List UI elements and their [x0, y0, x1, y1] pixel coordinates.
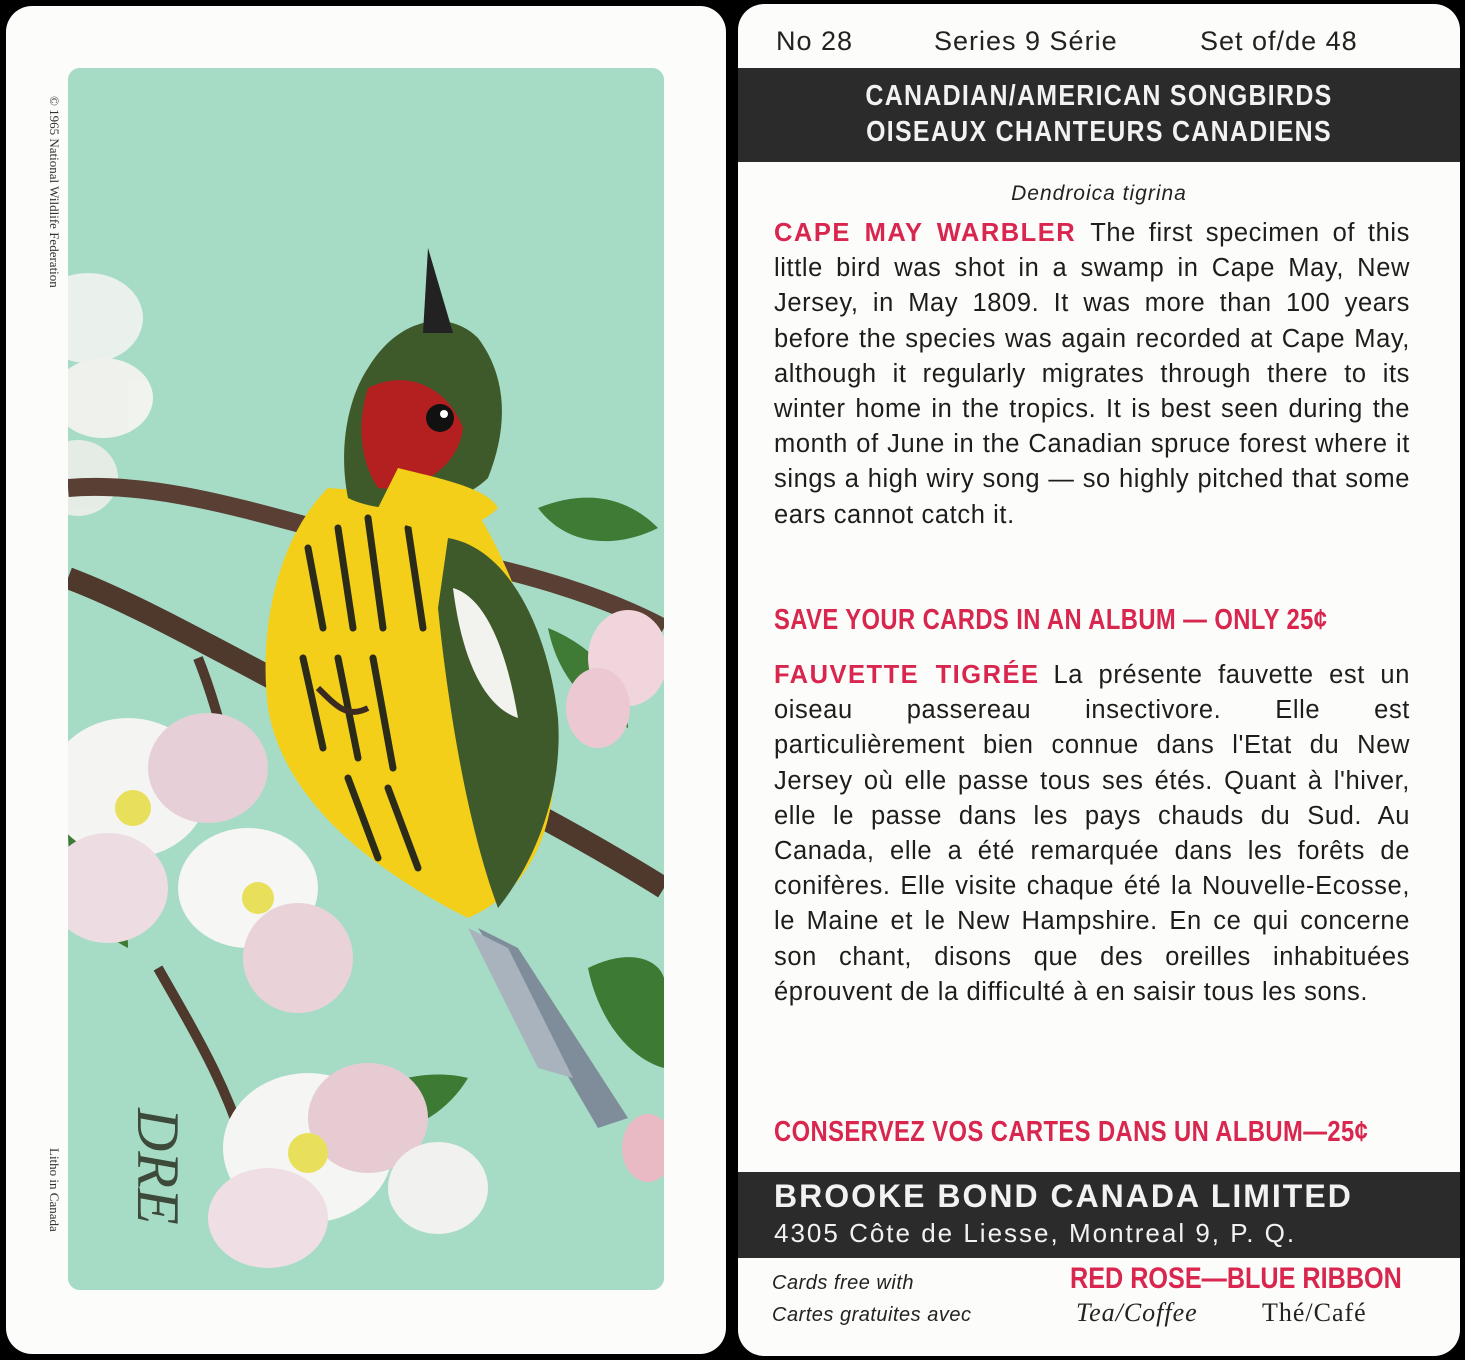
series-label: Series 9 Série [934, 26, 1118, 56]
cards-free-en: Cards free with [772, 1272, 914, 1294]
english-description [774, 216, 1410, 533]
card-number: No 28 [776, 26, 854, 56]
english-name: CAPE MAY WARBLER [774, 219, 1077, 247]
card-back [738, 4, 1460, 1356]
latin-name: Dendroica tigrina [1011, 182, 1187, 205]
warbler-illustration [68, 68, 664, 1290]
beverages-fr: Thé/Café [1262, 1298, 1367, 1327]
album-promo-fr: CONSERVEZ VOS CARTES DANS UN ALBUM—25¢ [774, 1116, 1369, 1148]
cards-free-fr: Cartes gratuites avec [772, 1304, 972, 1326]
beverages-en: Tea/Coffee [1076, 1298, 1198, 1327]
french-description [774, 658, 1410, 1010]
series-title-en: CANADIAN/AMERICAN SONGBIRDS [865, 80, 1333, 112]
company-name: BROOKE BOND CANADA LIMITED [774, 1178, 1353, 1214]
printed-in-text: Litho in Canada [47, 1148, 62, 1232]
company-bar [738, 1172, 1460, 1258]
series-title-bar [738, 68, 1460, 162]
artist-signature: DRE [125, 1108, 191, 1225]
set-label: Set of/de 48 [1200, 26, 1358, 56]
brand-names: RED ROSE—BLUE RIBBON [1070, 1262, 1402, 1295]
album-promo-en: SAVE YOUR CARDS IN AN ALBUM — ONLY 25¢ [774, 604, 1328, 636]
french-text: La présente fauvette est un oiseau passereau insectivore. Elle est particulièrement bien connue dans l'Etat du New Jersey où elle passe tous ses étés. Quant à l'hiver, elle le passe dans les pays chauds du Sud. Au Canada, elle a été remarquée dans les forêts de conifères. Elle visite chaque été la Nouvelle-Ecosse, le Maine et le New Hampshire. En ce qui concerne son chant, disons que des oreilles inhabituées éprouvent de la difficulté à en saisir tous les sons. [774, 661, 1410, 1006]
card-header-line [738, 26, 1460, 66]
company-address: 4305 Côte de Liesse, Montreal 9, P. Q. [774, 1218, 1297, 1248]
card-front [6, 6, 726, 1354]
series-title-fr: OISEAUX CHANTEURS CANADIENS [866, 116, 1332, 148]
french-name: FAUVETTE TIGRÉE [774, 661, 1040, 689]
copyright-text: © 1965 National Wildlife Federation [47, 96, 62, 288]
english-text: The first specimen of this little bird was shot in a swamp in Cape May, New Jersey, in May 1809. It was more than 100 years before the species was again recorded at Cape May, although it regularly migrates through there to its winter home in the tropics. It is best seen during the month of June in the Canadian spruce forest where it sings a high wiry song — so highly pitched that some ears cannot catch it. [774, 219, 1410, 529]
